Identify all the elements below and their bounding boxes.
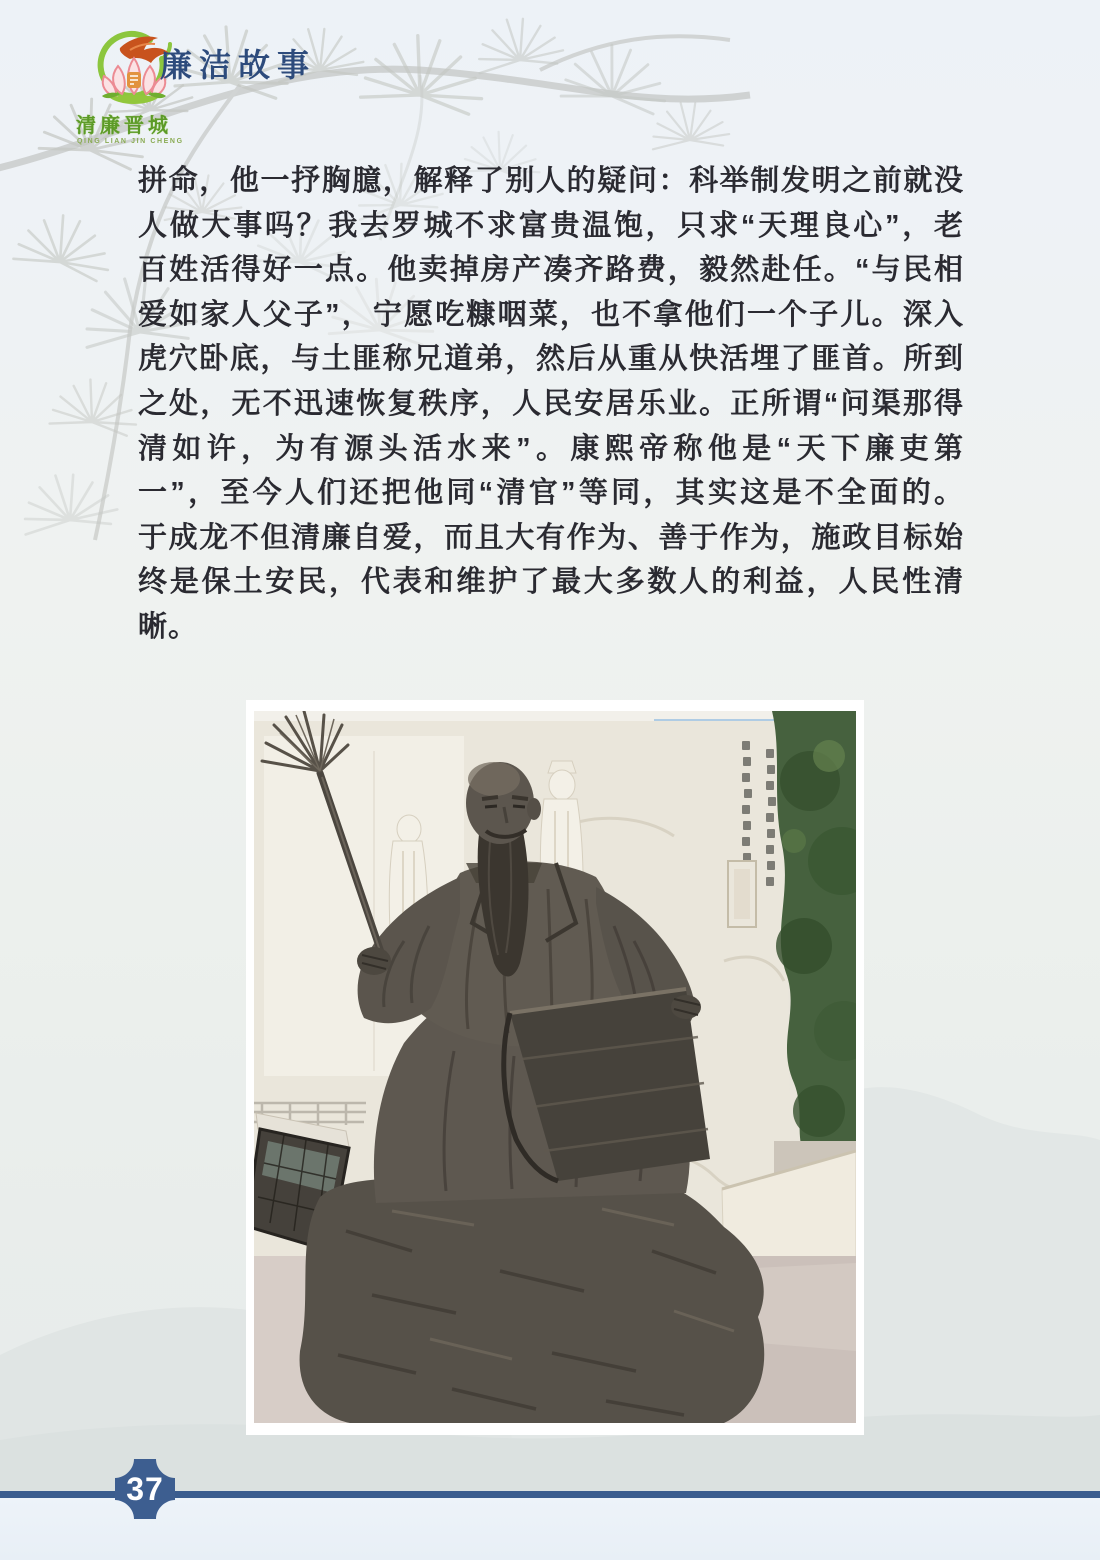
statue-photo-illustration: [254, 711, 856, 1423]
text-line: 于成龙不但清廉自爱，而且大有作为、善于作为，施政目标始: [138, 521, 964, 554]
section-title: 廉洁故事: [160, 47, 317, 83]
page-number: 37: [126, 1470, 164, 1507]
text-line: 之处，无不迅速恢复秩序，人民安居乐业。正所谓“问渠那得: [138, 387, 964, 420]
text-line: 拼命，他一抒胸臆，解释了别人的疑问：科举制发明之前就没: [138, 165, 964, 197]
statue-photo: [246, 700, 864, 1435]
text-line: 爱如家人父子”，宁愿吃糠咽菜，也不拿他们一个子儿。深入: [138, 298, 964, 331]
text-line: 清如许，为有源头活水来”。康熙帝称他是“天下廉吏第: [138, 432, 964, 465]
page-number-badge: [113, 1457, 177, 1521]
text-line: 终是保土安民，代表和维护了最大多数人的利益，人民性清: [138, 566, 964, 599]
text-line: 一”，至今人们还把他同“清官”等同，其实这是不全面的。: [138, 477, 964, 510]
text-line: 百姓活得好一点。他卖掉房产凑齐路费，毅然赴任。“与民相: [138, 254, 964, 287]
text-line: 人做大事吗？我去罗城不求富贵温饱，只求“天理良心”，老: [138, 209, 964, 242]
text-line: 虎穴卧底，与土匪称兄道弟，然后从重从快活埋了匪首。所到: [138, 343, 964, 376]
story-text: [138, 159, 964, 650]
brand-name-english: QING LIAN JIN CHENG: [77, 138, 184, 145]
text-line: 晰。: [138, 610, 199, 643]
brand-name-chinese: 清廉晋城: [76, 115, 172, 137]
